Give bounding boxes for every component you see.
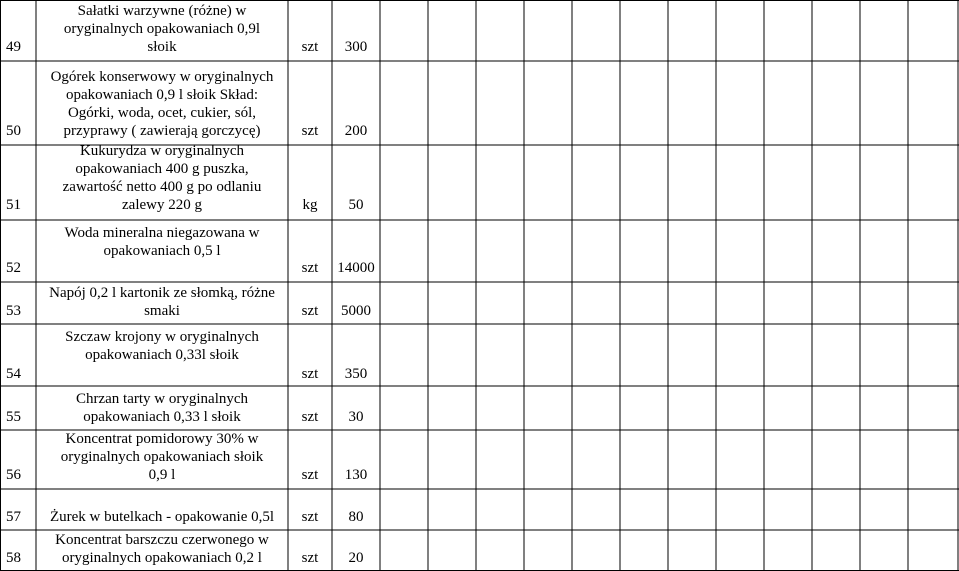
row-number: 56 [6, 467, 21, 483]
product-description-line: oryginalnych opakowaniach 0,2 l [62, 550, 262, 566]
product-description-line: opakowaniach 0,33 l słoik [83, 409, 241, 425]
product-description [36, 68, 288, 140]
product-description-line: Ogórki, woda, ocet, cukier, sól, [67, 105, 257, 121]
unit-of-measure: szt [301, 550, 319, 566]
product-description-line: zawartość netto 400 g po odlaniu [62, 179, 262, 195]
quantity: 350 [344, 366, 368, 382]
row-number: 49 [6, 39, 21, 55]
product-description-line: Woda mineralna niegazowana w [64, 225, 260, 241]
row-number: 54 [6, 366, 21, 382]
product-description-line: Sałatki warzywne (różne) w [77, 3, 247, 19]
product-description-line: zalewy 220 g [122, 197, 202, 213]
product-description [36, 390, 288, 426]
quantity: 50 [348, 197, 364, 213]
quantity: 130 [344, 467, 368, 483]
unit-of-measure: szt [301, 303, 319, 319]
unit-of-measure: szt [301, 467, 319, 483]
unit-of-measure: szt [301, 123, 319, 139]
product-description-line: 0,9 l [148, 467, 176, 483]
product-description-line: smaki [144, 303, 180, 319]
unit-of-measure: szt [301, 260, 319, 276]
product-description-line: Kukurydza w oryginalnych [79, 143, 245, 159]
unit-of-measure: szt [301, 39, 319, 55]
row-number: 52 [6, 260, 21, 276]
row-number: 58 [6, 550, 21, 566]
product-description [36, 328, 288, 364]
product-description-line: Koncentrat pomidorowy 30% w [65, 431, 259, 447]
product-description [36, 430, 288, 484]
quantity: 80 [348, 509, 364, 525]
product-description-line: opakowaniach 0,33l słoik [85, 347, 239, 363]
product-description-line: oryginalnych opakowaniach 0,9l [63, 21, 261, 37]
product-description-line: Żurek w butelkach - opakowanie 0,5l [49, 509, 275, 525]
product-description-line: Szczaw krojony w oryginalnych [65, 329, 259, 345]
row-number: 55 [6, 409, 21, 425]
product-description [36, 142, 288, 214]
quantity: 20 [348, 550, 364, 566]
product-description [36, 224, 288, 260]
product-description-line: Chrzan tarty w oryginalnych [75, 391, 249, 407]
quantity: 5000 [341, 303, 371, 319]
row-number: 51 [6, 197, 21, 213]
product-description-line: oryginalnych opakowaniach słoik [60, 449, 264, 465]
unit-of-measure: szt [301, 509, 319, 525]
product-description [36, 508, 288, 526]
product-description [36, 284, 288, 320]
product-description-line: Ogórek konserwowy w oryginalnych [50, 69, 274, 85]
product-description-line: opakowaniach 0,9 l słoik Skład: [65, 87, 259, 103]
unit-of-measure: szt [301, 409, 319, 425]
product-description-line: opakowaniach 400 g puszka, [75, 161, 249, 177]
product-description [36, 2, 288, 56]
product-description-line: słoik [147, 39, 177, 55]
row-number: 53 [6, 303, 21, 319]
product-description-line: przyprawy ( zawierają gorczycę) [63, 123, 261, 139]
row-number: 50 [6, 123, 21, 139]
product-description-line: opakowaniach 0,5 l [103, 243, 221, 259]
product-description-line: Napój 0,2 l kartonik ze słomką, różne [49, 285, 275, 301]
quantity: 30 [348, 409, 364, 425]
product-description-line: Koncentrat barszczu czerwonego w [55, 532, 269, 548]
row-number: 57 [6, 509, 21, 525]
unit-of-measure: szt [301, 366, 319, 382]
quantity: 300 [344, 39, 368, 55]
quantity: 14000 [337, 260, 375, 276]
unit-of-measure: kg [302, 197, 318, 213]
quantity: 200 [344, 123, 368, 139]
product-description [36, 531, 288, 567]
